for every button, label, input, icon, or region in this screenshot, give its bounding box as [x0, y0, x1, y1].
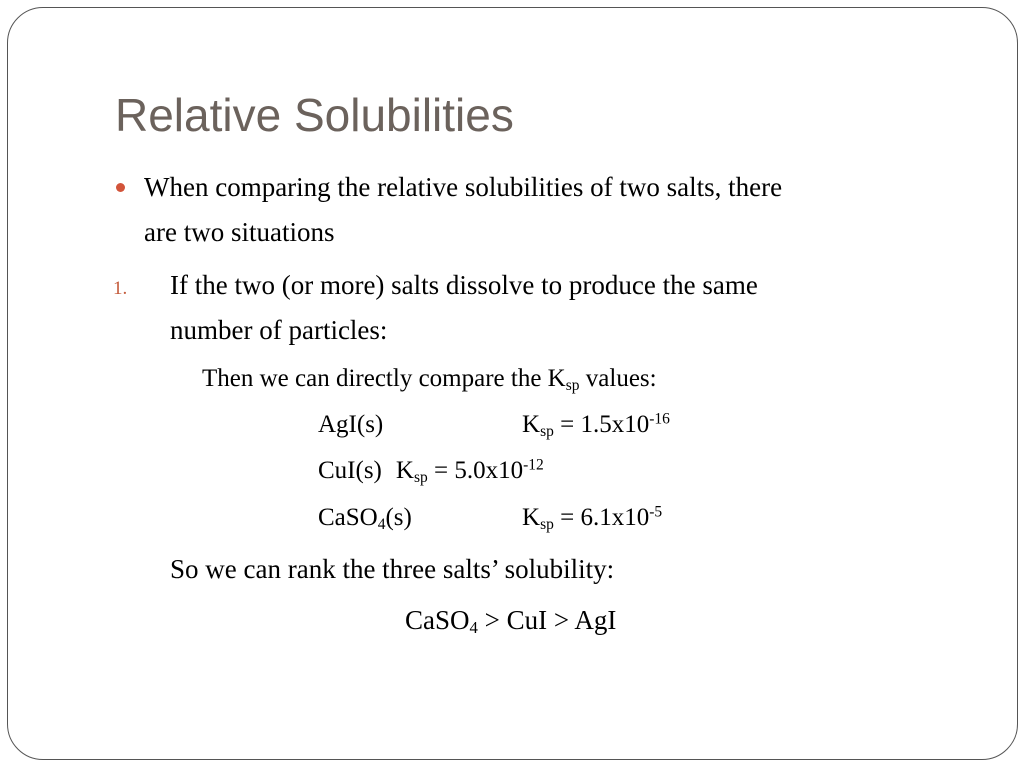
ranking-first-sub: 4 [469, 618, 478, 638]
salt-agi-ksp [522, 410, 670, 440]
rank-text: So we can rank the three salts’ solubility: [170, 554, 615, 584]
salt-caso4-name [318, 503, 412, 533]
ranking-line [405, 604, 616, 636]
compare-line [202, 364, 657, 394]
ksp-k: K [522, 504, 541, 531]
bullet-line-2: are two situations [144, 217, 335, 247]
ranking-first: CaSO [405, 605, 470, 635]
list-number: 1. [113, 278, 128, 299]
ksp-sub: sp [540, 422, 554, 440]
ksp-eq: = 6.1x10 [553, 504, 650, 531]
compare-prefix: Then we can directly compare the K [202, 365, 566, 392]
caso4-end: (s) [385, 504, 412, 531]
salt-agi-name: AgI(s) [318, 411, 384, 438]
ksp-k: K [522, 411, 541, 438]
slide-title: Relative Solubilities [115, 89, 514, 141]
bullet-line-1: When comparing the relative solubilities of two salts, there [144, 172, 783, 202]
salt-cui-row [318, 456, 544, 486]
ksp-exp: -12 [523, 456, 544, 474]
bullet-dot-icon [116, 183, 125, 192]
ksp-eq: = 5.0x10 [427, 457, 524, 484]
ksp-exp: -5 [649, 503, 663, 521]
item1-line-1: If the two (or more) salts dissolve to produce the same [170, 270, 758, 300]
caso4-main: CaSO [318, 504, 378, 531]
ksp-eq: = 1.5x10 [553, 411, 650, 438]
salt-cui-name: CuI(s) [318, 457, 382, 484]
compare-suffix: values: [579, 365, 657, 392]
compare-sub: sp [565, 376, 580, 394]
ksp-exp: -16 [649, 410, 670, 428]
salt-caso4-ksp [522, 503, 662, 533]
item1-line-2: number of particles: [170, 315, 388, 345]
ksp-sub: sp [540, 515, 554, 533]
caso4-sub: 4 [377, 515, 386, 533]
ksp-k: K [395, 457, 414, 484]
ksp-sub: sp [413, 468, 428, 486]
ranking-rest: > CuI > AgI [477, 605, 617, 635]
